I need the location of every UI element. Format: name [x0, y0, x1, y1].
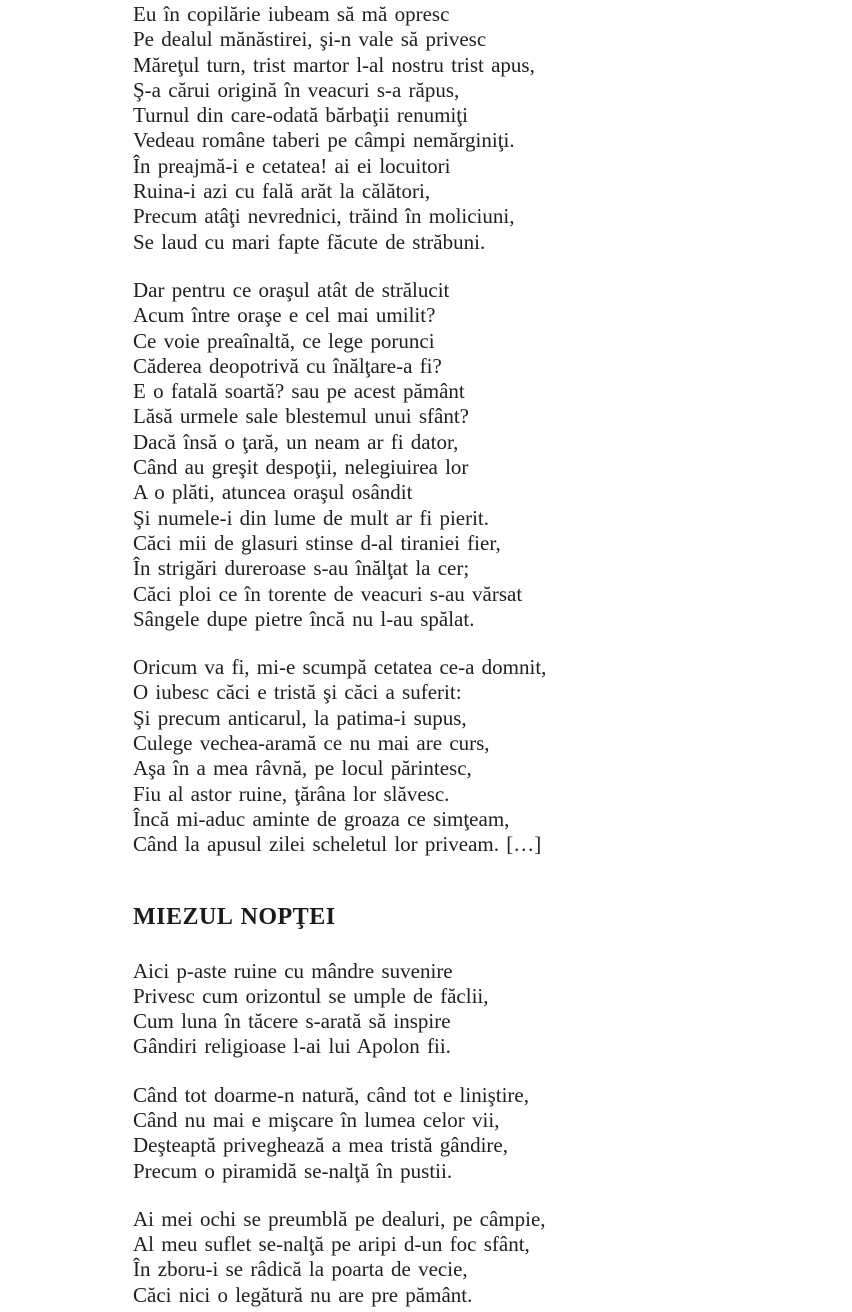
poem-line: Eu în copilărie iubeam să mă opresc: [133, 2, 450, 26]
poem-line: Precum atâţi nevrednici, trăind în moliciuni,: [133, 204, 515, 229]
poem-line: Când nu mai e mişcare în lumea celor vii,: [133, 1107, 500, 1132]
poem-line: Deşteaptă priveghează a mea tristă gândire,: [133, 1133, 508, 1158]
stanza: [133, 1083, 842, 1184]
poem-line: În preajmă-i e cetatea! ai ei locuitori: [133, 153, 451, 178]
poem-line: Căci nici o legătură nu are pre pământ.: [133, 1282, 473, 1307]
poem-line: Când la apusul zilei scheletul lor priveam. […]: [133, 832, 542, 857]
section-heading: MIEZUL NOPŢEI: [133, 903, 336, 930]
poem-line: În strigări dureroase s-au înălţat la cer;: [133, 556, 470, 581]
poem-line: Ce voie preaînaltă, ce lege porunci: [133, 328, 435, 353]
stanza: [133, 655, 842, 857]
poem-line: Al meu suflet se-nalţă pe aripi d-un foc sfânt,: [133, 1232, 530, 1257]
poem-line: Ruina-i azi cu fală arăt la călători,: [133, 179, 431, 204]
stanza: [133, 2, 842, 255]
poem-line: Vedeau române taberi pe câmpi nemărginiţi.: [133, 128, 515, 153]
poem-line: Căci mii de glasuri stinse d-al tiraniei fier,: [133, 530, 501, 555]
poem-line: Măreţul turn, trist martor l-al nostru trist apus,: [133, 52, 535, 77]
poem-line: Dacă însă o ţară, un neam ar fi dator,: [133, 429, 459, 454]
poem-line: Căci ploi ce în torente de veacuri s-au vărsat: [133, 581, 523, 606]
poem-line: Căderea deopotrivă cu înălţare-a fi?: [133, 353, 442, 378]
poem-line: Gândiri religioase l-ai lui Apolon fii.: [133, 1034, 451, 1059]
stanza: [133, 959, 842, 1060]
poem-line: Dar pentru ce oraşul atât de strălucit: [133, 277, 450, 302]
poem-line: În zboru-i se râdică la poarta de vecie,: [133, 1257, 468, 1282]
poem-line: O iubesc căci e tristă şi căci a suferit:: [133, 680, 462, 705]
poem-line: A o plăti, atuncea oraşul osândit: [133, 480, 413, 505]
poem-line: Când au greşit despoţii, nelegiuirea lor: [133, 455, 469, 480]
poem-line: Şi precum anticarul, la patima-i supus,: [133, 705, 467, 730]
poem-line: E o fatală soartă? sau pe acest pământ: [133, 379, 465, 404]
poem-line: Culege vechea-aramă ce nu mai are curs,: [133, 731, 490, 756]
poem-line: Când tot doarme-n natură, când tot e liniştire,: [133, 1082, 529, 1107]
poem-line: Aşa în a mea râvnă, pe locul părintesc,: [133, 756, 472, 781]
poem-line: Precum o piramidă se-nalţă în pustii.: [133, 1158, 453, 1183]
poem-text: [133, 2, 842, 1312]
poem-line: Încă mi-aduc aminte de groaza ce simţeam,: [133, 806, 510, 831]
poem-line: Şi numele-i din lume de mult ar fi pierit.: [133, 505, 490, 530]
poem-line: Cum luna în tăcere s-arată să inspire: [133, 1009, 451, 1034]
stanza: [133, 278, 842, 632]
poem-line: Aici p-aste ruine cu mândre suvenire: [133, 958, 453, 983]
poem-line: Lăsă urmele sale blestemul unui sfânt?: [133, 404, 469, 429]
poem-line: Ş-a cărui origină în veacuri s-a răpus,: [133, 77, 460, 102]
poem-line: Privesc cum orizontul se umple de făclii,: [133, 983, 489, 1008]
poem-line: Turnul din care-odată bărbaţii renumiţi: [133, 103, 468, 128]
poem-line: Sângele dupe pietre încă nu l-au spălat.: [133, 606, 475, 631]
poem-line: Acum între oraşe e cel mai umilit?: [133, 303, 436, 328]
stanza: [133, 1207, 842, 1308]
poem-line: Se laud cu mari fapte făcute de străbuni.: [133, 229, 486, 254]
poem-line: Pe dealul mănăstirei, şi-n vale să privesc: [133, 27, 487, 52]
poem-line: Fiu al astor ruine, ţărâna lor slăvesc.: [133, 781, 450, 806]
poem-line: Ai mei ochi se preumblă pe dealuri, pe câmpie,: [133, 1206, 546, 1231]
poem-line: Oricum va fi, mi-e scumpă cetatea ce-a domnit,: [133, 655, 547, 680]
